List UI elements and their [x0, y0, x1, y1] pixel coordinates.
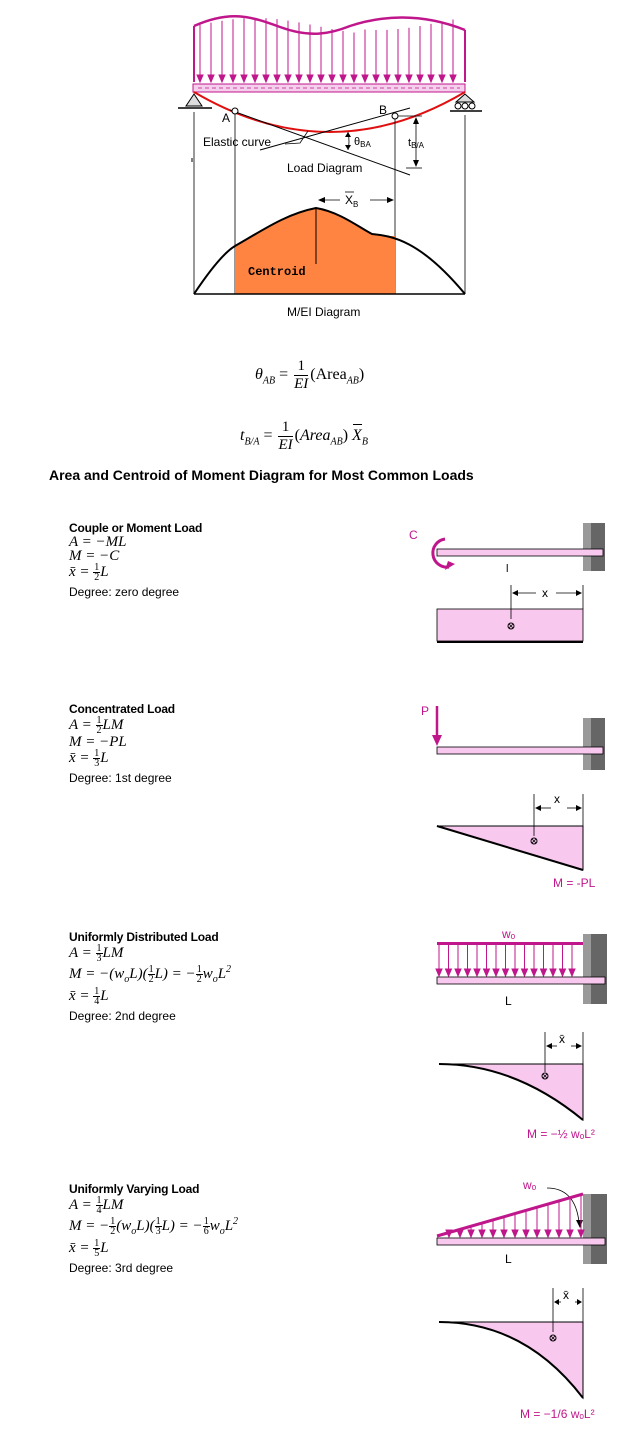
arrowhead — [493, 969, 499, 976]
arrowhead — [219, 75, 225, 82]
arrowhead — [252, 75, 258, 82]
length-label: l — [506, 563, 509, 575]
case-couple-text — [69, 521, 202, 599]
case-udl-text — [69, 930, 231, 1023]
equation: x̄ = $\frac{1}{2}$ L — [69, 562, 109, 583]
degree: Degree: 2nd degree — [69, 1009, 176, 1023]
label-theta: θBA — [354, 136, 371, 149]
moment-label: M = −1/6 wₒL² — [520, 1407, 595, 1421]
label-a: A — [222, 111, 231, 125]
load-symbol: P — [421, 704, 430, 718]
case-uvl-text — [69, 1182, 238, 1275]
arrowhead — [556, 1230, 562, 1237]
degree: Degree: zero degree — [69, 585, 180, 599]
length-label: L — [505, 1252, 512, 1266]
label-mei-diagram: M/EI Diagram — [287, 305, 361, 319]
arrowhead — [569, 969, 575, 976]
load-symbol: wₒ — [523, 1178, 537, 1192]
arrowhead — [474, 969, 480, 976]
arrowhead — [417, 75, 423, 82]
equation: $M = -(w_oL)$( $\frac{1}{2}$ L) = − $\frac{1}{2}$ $w_oL^2$ — [69, 964, 232, 986]
arrowhead — [274, 75, 280, 82]
pin-support-icon — [178, 94, 212, 108]
arrowhead — [230, 75, 236, 82]
arrowhead — [395, 75, 401, 82]
arrowhead — [560, 969, 566, 976]
arrowhead — [479, 1230, 485, 1237]
equation: A = $\frac{1}{4}$ LM — [69, 1195, 124, 1216]
case-title: Concentrated Load — [69, 702, 175, 716]
arrowhead — [296, 75, 302, 82]
arrowhead — [428, 75, 434, 82]
udl-arrows — [436, 945, 575, 976]
section-title: Area and Centroid of Moment Diagram for Most Common Loads — [49, 467, 474, 483]
case-title: Uniformly Distributed Load — [69, 930, 219, 944]
x-label: x̄ — [559, 1032, 565, 1046]
point-load-arrow-icon — [432, 735, 442, 746]
label-elastic-curve: Elastic curve — [203, 135, 272, 149]
arrowhead — [318, 75, 324, 82]
arrowhead — [531, 969, 537, 976]
x-label: x — [554, 792, 560, 806]
equation: M = − $\frac{1}{2}$ $(w_oL)$( $\frac{1}{3}$ L) = − $\frac{1}{6}$ $w_oL^2$ — [69, 1216, 239, 1238]
arrowhead — [468, 1230, 474, 1237]
arrowhead — [362, 75, 368, 82]
moment-label: M = −½ wₒL² — [527, 1127, 595, 1141]
arrowhead — [545, 1230, 551, 1237]
arrowhead — [465, 969, 471, 976]
point-b-marker — [392, 113, 398, 119]
arrowhead — [490, 1230, 496, 1237]
arrowhead — [446, 969, 452, 976]
equation: M = −PL — [69, 734, 127, 750]
arrowhead — [503, 969, 509, 976]
length-label: L — [505, 994, 512, 1008]
arrowhead — [457, 1230, 463, 1237]
centroid-area — [235, 208, 395, 294]
arrowhead — [351, 75, 357, 82]
roller-support-icon — [450, 94, 482, 111]
equation: A = $\frac{1}{3}$ LM — [69, 943, 124, 964]
arrowhead — [455, 969, 461, 976]
distributed-load — [194, 16, 465, 82]
arrowhead — [512, 1230, 518, 1237]
equation: A = $\frac{1}{2}$ LM — [69, 715, 124, 736]
case-uvl-diagram — [405, 1172, 620, 1432]
case-title: Couple or Moment Load — [69, 521, 203, 535]
arrowhead — [541, 969, 547, 976]
arrowhead — [263, 75, 269, 82]
arrowhead — [241, 75, 247, 82]
formula-t-ba: $t_{B/A}$ = $\frac{1}{EI}$ (Area$_{AB}$) X $_B$ — [240, 419, 368, 453]
arrowhead — [523, 1230, 529, 1237]
equation: x̄ = $\frac{1}{4}$ L — [69, 986, 109, 1007]
arrowhead — [522, 969, 528, 976]
arrowhead — [208, 75, 214, 82]
arrowhead — [567, 1230, 573, 1237]
case-concentrated-diagram — [405, 698, 615, 898]
arrowhead — [550, 969, 556, 976]
arrowhead — [436, 969, 442, 976]
arrowhead — [307, 75, 313, 82]
point-a-marker — [232, 108, 238, 114]
arrowhead — [340, 75, 346, 82]
case-couple-diagram — [405, 515, 615, 655]
arrowhead — [439, 75, 445, 82]
label-xb: $X_B$ — [345, 193, 359, 209]
arrowhead — [384, 75, 390, 82]
arrowhead — [329, 75, 335, 82]
load-symbol: wₒ — [502, 927, 516, 941]
equation: x̄ = $\frac{1}{5}$ L — [69, 1238, 109, 1259]
label-load-diagram: Load Diagram — [287, 161, 363, 175]
arrowhead — [512, 969, 518, 976]
arrowhead — [285, 75, 291, 82]
arrowhead — [197, 75, 203, 82]
deflection-diagram — [0, 0, 624, 330]
equation: A = −ML — [69, 534, 127, 550]
equation: x̄ = $\frac{1}{3}$ L — [69, 748, 109, 769]
x-label: x — [542, 586, 548, 600]
formula-theta-ab: $\theta_{AB}$ = $\frac{1}{EI}$ (Area$_{AB}$) — [255, 358, 365, 392]
degree: Degree: 3rd degree — [69, 1261, 174, 1275]
case-concentrated-text — [69, 702, 175, 785]
degree: Degree: 1st degree — [69, 771, 172, 785]
arrowhead — [484, 969, 490, 976]
equation: M = −C — [69, 548, 120, 564]
arrowhead — [406, 75, 412, 82]
load-symbol: C — [409, 528, 418, 542]
case-title: Uniformly Varying Load — [69, 1182, 200, 1196]
case-udl-diagram — [405, 922, 620, 1147]
arrowhead — [373, 75, 379, 82]
label-centroid: Centroid — [248, 265, 306, 279]
moment-label: M = -PL — [553, 876, 596, 890]
x-label: x̄ — [563, 1288, 569, 1302]
arrowhead — [450, 75, 456, 82]
label-t: tB/A — [408, 137, 424, 150]
arrowhead — [534, 1230, 540, 1237]
label-b: B — [379, 103, 388, 117]
arrowhead — [501, 1230, 507, 1237]
